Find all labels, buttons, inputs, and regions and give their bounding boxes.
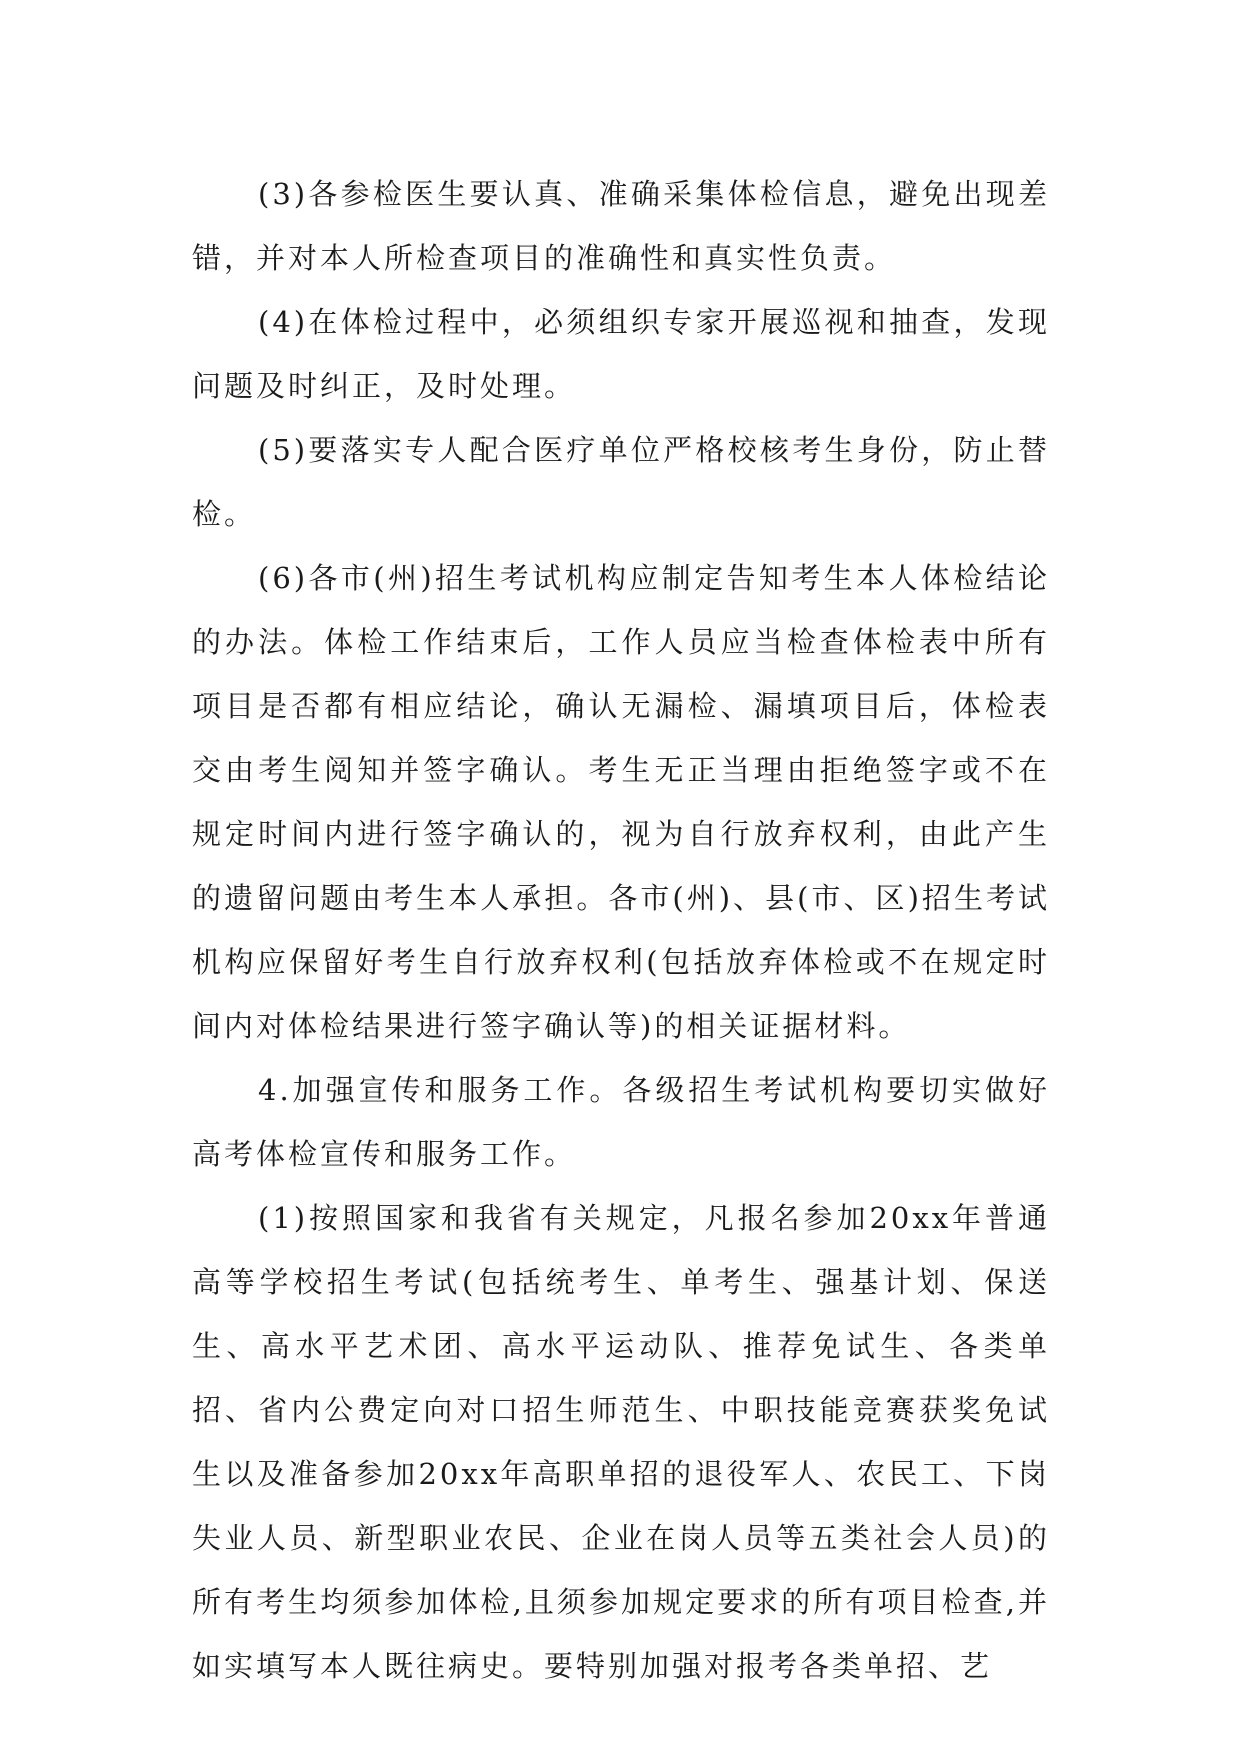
paragraph-5-identity-check: (5)要落实专人配合医疗单位严格校核考生身份，防止替检。 <box>192 433 1050 531</box>
paragraph-1-regulations: (1)按照国家和我省有关规定，凡报名参加20xx年普通高等学校招生考试(包括统考生、单考生、强基计划、保送生、高水平艺术团、高水平运动队、推荐免试生、各类单招、省内公费定向对口招生师范生、中职技能竞赛获奖免试生以及准备参加20xx年高职单招的退役军人、农民工、下岗失业人员、新型职业农民、企业在岗人员等五类社会人员)的所有考生均须参加体检,且须参加规定要求的所有项目检查,并如实填写本人既往病史。要特别加强对报考各类单招、艺 <box>192 1201 1050 1683</box>
paragraph-6-conclusion-notice: (6)各市(州)招生考试机构应制定告知考生本人体检结论的办法。体检工作结束后，工作人员应当检查体检表中所有项目是否都有相应结论，确认无漏检、漏填项目后，体检表交由考生阅知并签字确认。考生无正当理由拒绝签字或不在规定时间内进行签字确认的，视为自行放弃权利，由此产生的遗留问题由考生本人承担。各市(州)、县(市、区)招生考试机构应保留好考生自行放弃权利(包括放弃体检或不在规定时间内对体检结果进行签字确认等)的相关证据材料。 <box>192 561 1050 1043</box>
paragraph-3-doctors: (3)各参检医生要认真、准确采集体检信息，避免出现差错，并对本人所检查项目的准确性和真实性负责。 <box>192 177 1050 275</box>
paragraph-section-4-publicity: 4.加强宣传和服务工作。各级招生考试机构要切实做好高考体检宣传和服务工作。 <box>192 1073 1050 1171</box>
paragraph-4-inspection: (4)在体检过程中，必须组织专家开展巡视和抽查，发现问题及时纠正，及时处理。 <box>192 305 1050 403</box>
document-body <box>192 162 1050 1698</box>
